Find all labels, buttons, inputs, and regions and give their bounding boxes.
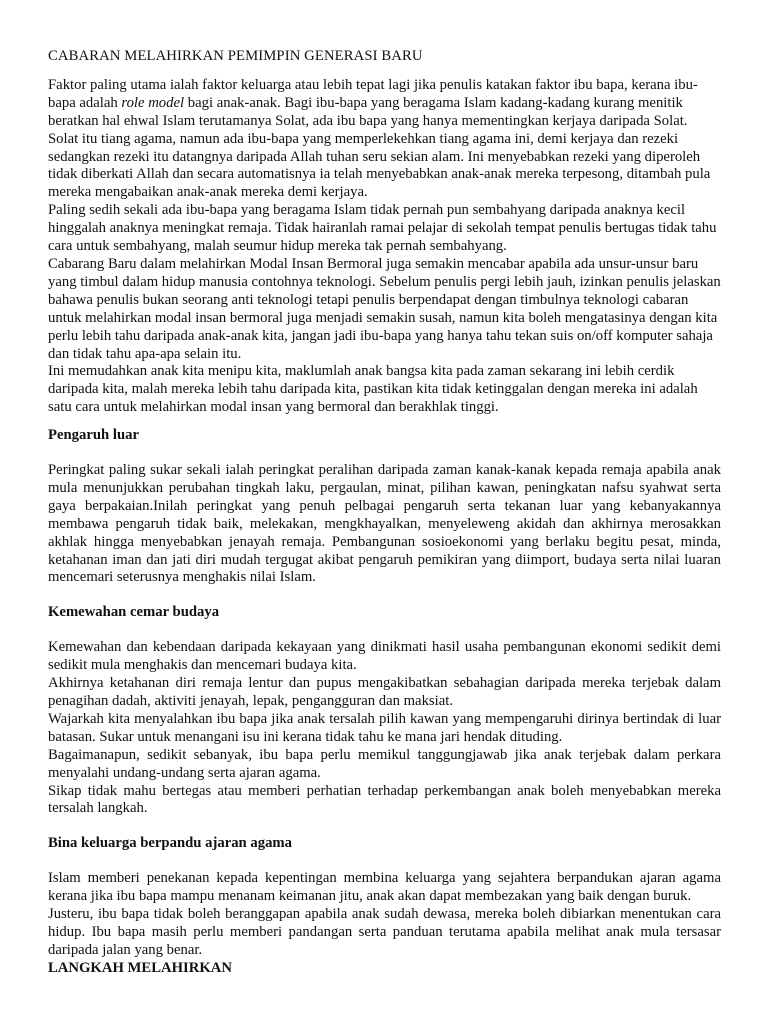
section-paragraph: Sikap tidak mahu bertegas atau memberi perhatian terhadap perkembangan anak boleh menyebabkan mereka tersalah langkah. xyxy=(48,782,721,817)
intro-paragraph-1-start: Faktor paling utama ialah faktor keluarga atau lebih tepat lagi jika penulis katakan faktor ibu bapa, kerana ibu-bapa adalah xyxy=(48,76,698,111)
intro-block xyxy=(48,77,721,417)
section-paragraph: Bagaimanapun, sedikit sebanyak, ibu bapa perlu memikul tanggungjawab jika anak terjebak dalam perkara menyalahi undang-undang serta ajaran agama. xyxy=(48,746,721,781)
section-kemewahan-cemar-budaya xyxy=(48,604,721,818)
section-paragraph: Justeru, ibu bapa tidak boleh beranggapan apabila anak sudah dewasa, mereka boleh dibiarkan menentukan cara hidup. Ibu bapa masih perlu memberi pandangan serta panduan terutama apabila melihat anak mula tersasar daripada jalan yang benar. xyxy=(48,906,721,958)
section-paragraph: Kemewahan dan kebendaan daripada kekayaan yang dinikmati hasil usaha pembangunan ekonomi sedikit demi sedikit mula menghakis dan mencemari budaya kita. xyxy=(48,639,721,674)
final-heading: LANGKAH MELAHIRKAN xyxy=(48,959,233,976)
section-paragraph: Akhirnya ketahanan diri remaja lentur dan pupus mengakibatkan sebahagian daripada mereka terjebak dalam penagihan dadah, aktiviti jenayah, lepak, pengangguran dan maksiat. xyxy=(48,675,721,709)
section-bina-keluarga xyxy=(48,835,721,959)
section-paragraph: Wajarkah kita menyalahkan ibu bapa jika anak tersalah pilih kawan yang mempengaruhi dirinya bertindak di luar batasan. Sukar untuk menangani isu ini kerana tidak tahu ke mana jari hendak dituding. xyxy=(48,710,721,745)
section-paragraph: Islam memberi penekanan kepada kepentingan membina keluarga yang sejahtera berpandukan ajaran agama kerana jika ibu bapa mampu menanam keimanan jitu, anak akan dapat membezakan yang baik dengan buruk. xyxy=(48,870,721,905)
document-title: CABARAN MELAHIRKAN PEMIMPIN GENERASI BARU xyxy=(48,48,423,64)
section-pengaruh-luar xyxy=(48,427,721,587)
section-heading-kemewahan: Kemewahan cemar budaya xyxy=(48,604,220,621)
intro-paragraph-2: Solat itu tiang agama, namun ada ibu-bapa yang memperlekehkan tiang agama ini, demi kerjaya dan rezeki sedangkan rezeki itu datangnya daripada Allah tuhan seru sekian alam. Ini menyebabkan rezeki yang diperoleh tidak diberkati Allah dan secara automatisnya ia telah menyebabkan anak-anak mereka terpesong, ditambah pula mereka mengabaikan anak-anak mereka demi kerjaya. xyxy=(48,130,711,201)
section-heading-bina-keluarga: Bina keluarga berpandu ajaran agama xyxy=(48,835,293,852)
section-heading-pengaruh-luar: Pengaruh luar xyxy=(48,427,139,444)
intro-paragraph-4: Cabarang Baru dalam melahirkan Modal Insan Bermoral juga semakin mencabar apabila ada unsur-unsur baru yang timbul dalam hidup manusia contohnya teknologi. Sebelum penulis pergi lebih jauh, izinkan penulis jelaskan bahawa penulis bukan seorang anti teknologi tetapi penulis berpendapat dengan timbulnya teknologi cabaran untuk melahirkan modal insan bermoral juga menjadi semakin susah, namun kita boleh mengatasinya dengan kita perlu lebih tahu daripada anak-anak kita, jangan jadi ibu-bapa yang hanya tahu tekan suis on/off komputer sahaja dan tidak tahu apa-apa selain itu. xyxy=(48,255,721,362)
intro-paragraph-1-end: bagi anak-anak. Bagi ibu-bapa yang beragama Islam kadang-kadang kurang menitik beratkan hal ehwal Islam terutamanya Solat, ada ibu bapa yang hanya mementingkan kerjaya daripada Solat. xyxy=(48,94,688,129)
intro-paragraph-3: Paling sedih sekali ada ibu-bapa yang beragama Islam tidak pernah pun sembahyang daripada anaknya kecil hinggalah anaknya meningkat remaja. Tidak hairanlah ramai pelajar di sekolah tempat penulis bertugas tidak tahu cara untuk sembahyang, malah seumur hidup mereka tak pernah sembahyang. xyxy=(48,202,717,255)
document-page xyxy=(48,48,721,1024)
section-paragraph: Peringkat paling sukar sekali ialah peringkat peralihan daripada zaman kanak-kanak kepada remaja apabila anak mula menunjukkan perubahan tingkah laku, pergaulan, minat, pilihan kawan, peningkatan nafsu syahwat serta gaya berpakaian.Inilah peringkat yang penuh pelbagai pengaruh serta tekanan luar yang kebanyakannya membawa pengaruh tidak baik, melekakan, mengkhayalkan, menyeleweng akidah dan akhirnya merosakkan akhlak hingga menyebabkan jenayah remaja. Pembangunan sosioekonomi yang berlaku begitu pesat, minda, ketahanan iman dan jati diri mudah tergugat akibat pengaruh pemikiran yang diimport, budaya serta nilai luaran mencemari seterusnya menghakis nilai Islam. xyxy=(48,462,721,586)
role-model-emphasis: role model xyxy=(121,94,185,111)
intro-paragraph-5: Ini memudahkan anak kita menipu kita, maklumlah anak bangsa kita pada zaman sekarang ini lebih cerdik daripada kita, malah mereka lebih tahu daripada kita, pastikan kita tidak ketinggalan dengan mereka ini adalah satu cara untuk melahirkan modal insan yang bermoral dan berakhlak tinggi. xyxy=(48,363,698,416)
intro-paragraph-1 xyxy=(48,77,721,131)
